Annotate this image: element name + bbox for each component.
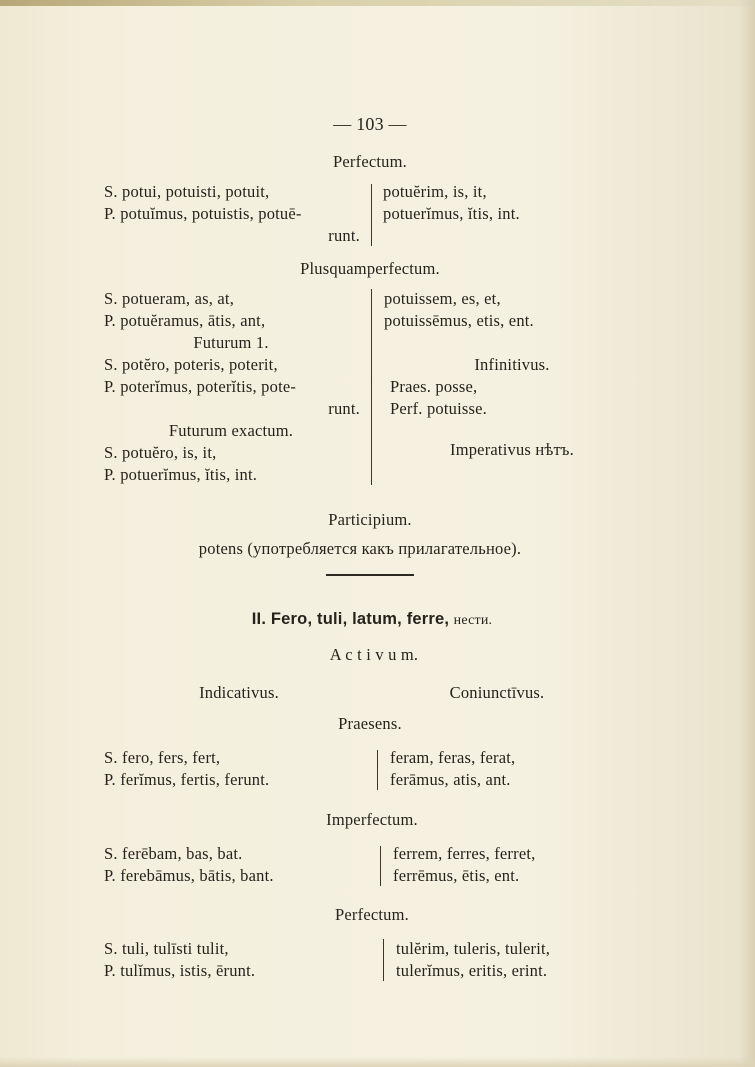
- line-right: potuerĭmus, ĭtis, int.: [383, 204, 520, 223]
- page-top-edge: [0, 0, 755, 6]
- line-left: runt.: [328, 399, 360, 418]
- line-right: potuissēmus, etis, ent.: [384, 311, 534, 330]
- line-right: potuĕrim, is, it,: [383, 182, 487, 201]
- line-right: Praes. posse,: [390, 377, 478, 396]
- line-right: potuissem, es, et,: [384, 289, 501, 308]
- participium-text: potens (употребляется какъ прилагательное).: [198, 539, 522, 558]
- column-divider: [383, 939, 384, 981]
- section-title-perfectum: Perfectum.: [333, 152, 407, 171]
- section-rule: [326, 574, 414, 576]
- mood-title-indicativus: Indicativus.: [199, 683, 279, 702]
- column-divider: [371, 289, 372, 485]
- tense-title-praesens: Praesens.: [338, 714, 402, 733]
- line-left: S. potuĕro, is, it,: [104, 443, 217, 462]
- line-left: P. potuerĭmus, ĭtis, int.: [104, 465, 258, 484]
- line-left: S. tuli, tulīsti tulit,: [104, 939, 229, 958]
- verb-heading: [252, 609, 492, 629]
- line-left: P. ferĭmus, fertis, ferunt.: [104, 770, 270, 789]
- section-title-plusquamperfectum: Plusquamperfectum.: [300, 259, 440, 278]
- column-divider: [377, 750, 378, 790]
- line-right: tulerĭmus, eritis, erint.: [396, 961, 548, 980]
- line-right: feram, feras, ferat,: [390, 748, 516, 767]
- page-number: — 103 —: [333, 114, 407, 134]
- line-left: P. tulĭmus, istis, ērunt.: [104, 961, 256, 980]
- line-right: ferrem, ferres, ferret,: [393, 844, 536, 863]
- page-right-edge: [739, 0, 755, 1067]
- line-left: S. potĕro, poteris, poterit,: [104, 355, 278, 374]
- line-right: ferāmus, atis, ant.: [390, 770, 511, 789]
- line-left: runt.: [328, 226, 360, 245]
- line-left: S. potui, potuisti, potuit,: [104, 182, 270, 201]
- line-right: ferrēmus, ētis, ent.: [393, 866, 520, 885]
- line-left: P. ferebāmus, bātis, bant.: [104, 866, 274, 885]
- line-left: S. fero, fers, fert,: [104, 748, 221, 767]
- line-imperativus: Imperativus нѣтъ.: [450, 440, 574, 459]
- subsection-title-futurum-1: Futurum 1.: [193, 333, 269, 352]
- line-left: P. potuĕramus, ātis, ant,: [104, 311, 266, 330]
- verb-heading-translation: нести.: [453, 613, 493, 628]
- subsection-title-infinitivus: Infinitivus.: [474, 355, 550, 374]
- page-bottom-edge: [0, 1057, 755, 1067]
- subsection-title-futurum-exactum: Futurum exactum.: [168, 421, 294, 440]
- column-divider: [380, 846, 381, 886]
- line-left: S. potueram, as, at,: [104, 289, 235, 308]
- line-left: P. potuĭmus, potuistis, potuē-: [104, 204, 302, 223]
- section-title-participium: Participium.: [328, 510, 412, 529]
- tense-title-imperfectum: Imperfectum.: [326, 810, 418, 829]
- tense-title-perfectum: Perfectum.: [335, 905, 409, 924]
- line-right: Perf. potuisse.: [390, 399, 487, 418]
- line-left: S. ferēbam, bas, bat.: [104, 844, 243, 863]
- voice-title-activum: A c t i v u m.: [329, 645, 419, 664]
- mood-title-coniunctivus: Coniunctīvus.: [449, 683, 545, 702]
- verb-heading-principal-parts: II. Fero, tuli, latum, ferre,: [251, 610, 450, 628]
- column-divider: [371, 184, 372, 246]
- line-left: P. poterĭmus, poterĭtis, pote-: [104, 377, 297, 396]
- line-right: tulĕrim, tuleris, tulerit,: [396, 939, 551, 958]
